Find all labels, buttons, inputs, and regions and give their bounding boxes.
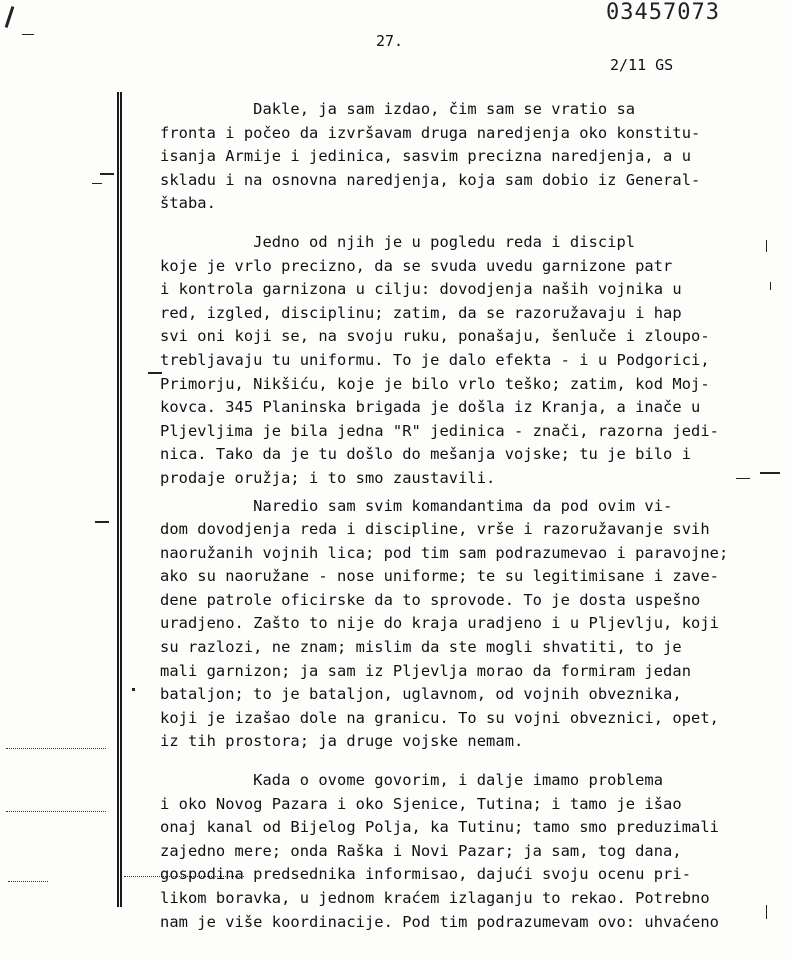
text-line: i oko Novog Pazara i oko Sjenice, Tutina; i tamo je išao (160, 794, 682, 813)
text-line: koji je izašao dole na granicu. To su vojni obveznici, opet, (160, 708, 719, 727)
text-line: su razlozi, ne znam; mislim da ste mogli shvatiti, to je (160, 638, 682, 657)
text-line: naoružanih vojnih lica; pod tim sam podrazumevao i paravojne; (160, 543, 729, 562)
text-line: nica. Tako da je tu došlo do mešanja vojske; tu je bilo i (160, 445, 692, 464)
margin-tick-mark (770, 282, 771, 290)
text-line: trebljavaju tu uniformu. To je dalo efekta - i u Podgorici, (160, 350, 710, 369)
text-line: dom dovodjenja reda i discipline, vrše i razoružavanje svih (160, 520, 710, 539)
text-line: zajedno mere; onda Raška i Novi Pazar; ja sam, tog dana, (160, 841, 682, 860)
page-number: 27. (376, 32, 404, 50)
text-line: ako su naoružane - nose uniforme; te su legitimisane i zave- (160, 567, 719, 586)
text-line: gospodina predsednika informisao, dajući svoju ocenu pri- (160, 865, 692, 884)
margin-tick-mark (760, 472, 780, 474)
margin-tick-mark (736, 478, 750, 479)
text-line: Dakle, ja sam izdao, čim sam se vratio sa (160, 100, 636, 118)
text-line: Naredio sam svim komandantima da pod ovim vi- (160, 496, 673, 515)
margin-dotted-line (6, 811, 106, 812)
text-line: iz tih prostora; ja druge vojske nemam. (160, 732, 524, 751)
paragraph (160, 769, 735, 934)
text-line: mali garnizon; ja sam iz Pljevlja morao da formiram jedan (160, 661, 692, 680)
document-body (160, 98, 735, 934)
text-line: Primorju, Nikšiću, koje je bilo vrlo teško; zatim, kod Moj- (160, 374, 710, 393)
margin-dotted-line (8, 881, 48, 882)
text-line: svi oni koji se, na svoju ruku, ponašaju, šenluče i zloupo- (160, 327, 710, 346)
text-line: štaba. (160, 194, 216, 213)
text-line: likom boravka, u jednom kraćem izlaganju to rekao. Potrebno (160, 889, 710, 907)
corner-scan-mark (5, 6, 15, 28)
margin-tick-mark (22, 34, 34, 35)
text-line: Jedno od njih je u pogledu reda i discipl (160, 232, 636, 251)
text-line: dene patrole oficirske da to sprovode. To je dosta uspešno (160, 590, 701, 609)
margin-tick-mark (92, 183, 102, 184)
margin-tick-mark (100, 173, 114, 175)
margin-tick-mark (766, 240, 767, 252)
margin-tick-mark (766, 905, 767, 919)
reference-code: 2/11 GS (610, 56, 674, 74)
text-line: uradjeno. Zašto to nije do kraja uradjeno i u Pljevlju, koji (160, 614, 719, 633)
text-line: prodaje oružja; i to smo zaustavili. (160, 468, 496, 487)
margin-tick-mark (95, 521, 109, 523)
margin-dotted-line (6, 748, 106, 749)
text-line: skladu i na osnovna naredjenja, koja sam dobio iz General- (160, 170, 701, 189)
text-line: isanja Armije i jedinica, sasvim precizna naredjenja, a u (160, 147, 692, 166)
text-line: kovca. 345 Planinska brigada je došla iz Kranja, a inače u (160, 398, 701, 417)
document-id-stamp: 03457073 (606, 0, 720, 25)
paragraph-gap (160, 216, 735, 231)
margin-tick-mark (132, 688, 135, 691)
text-line: koje je vrlo precizno, da se svuda uvedu garnizone patr (160, 256, 673, 275)
text-line: red, izgled, disciplinu; zatim, da se razoružavaju i hap (160, 303, 682, 322)
text-line: fronta i počeo da izvršavam druga naredjenja oko konstitu- (160, 123, 701, 142)
paragraph (160, 495, 735, 755)
paragraph (160, 98, 735, 216)
text-line: onaj kanal od Bijelog Polja, ka Tutinu; tamo smo preduzimali (160, 818, 719, 837)
text-line: Pljevljima je bila jedna "R" jedinica - znači, razorna jedi- (160, 421, 719, 440)
paragraph (160, 231, 735, 491)
text-line: nam je više koordinacije. Pod tim podrazumevam ovo: uhvaćeno (160, 912, 719, 931)
paragraph-gap (160, 754, 735, 769)
text-line: Kada o ovome govorim, i dalje imamo problema (160, 771, 664, 790)
text-line: bataljon; to je bataljon, uglavnom, od vojnih obveznika, (160, 685, 692, 704)
text-line: i kontrola garnizona u cilju: dovodjenja naših vojnika u (160, 280, 682, 299)
margin-bar (117, 92, 122, 907)
